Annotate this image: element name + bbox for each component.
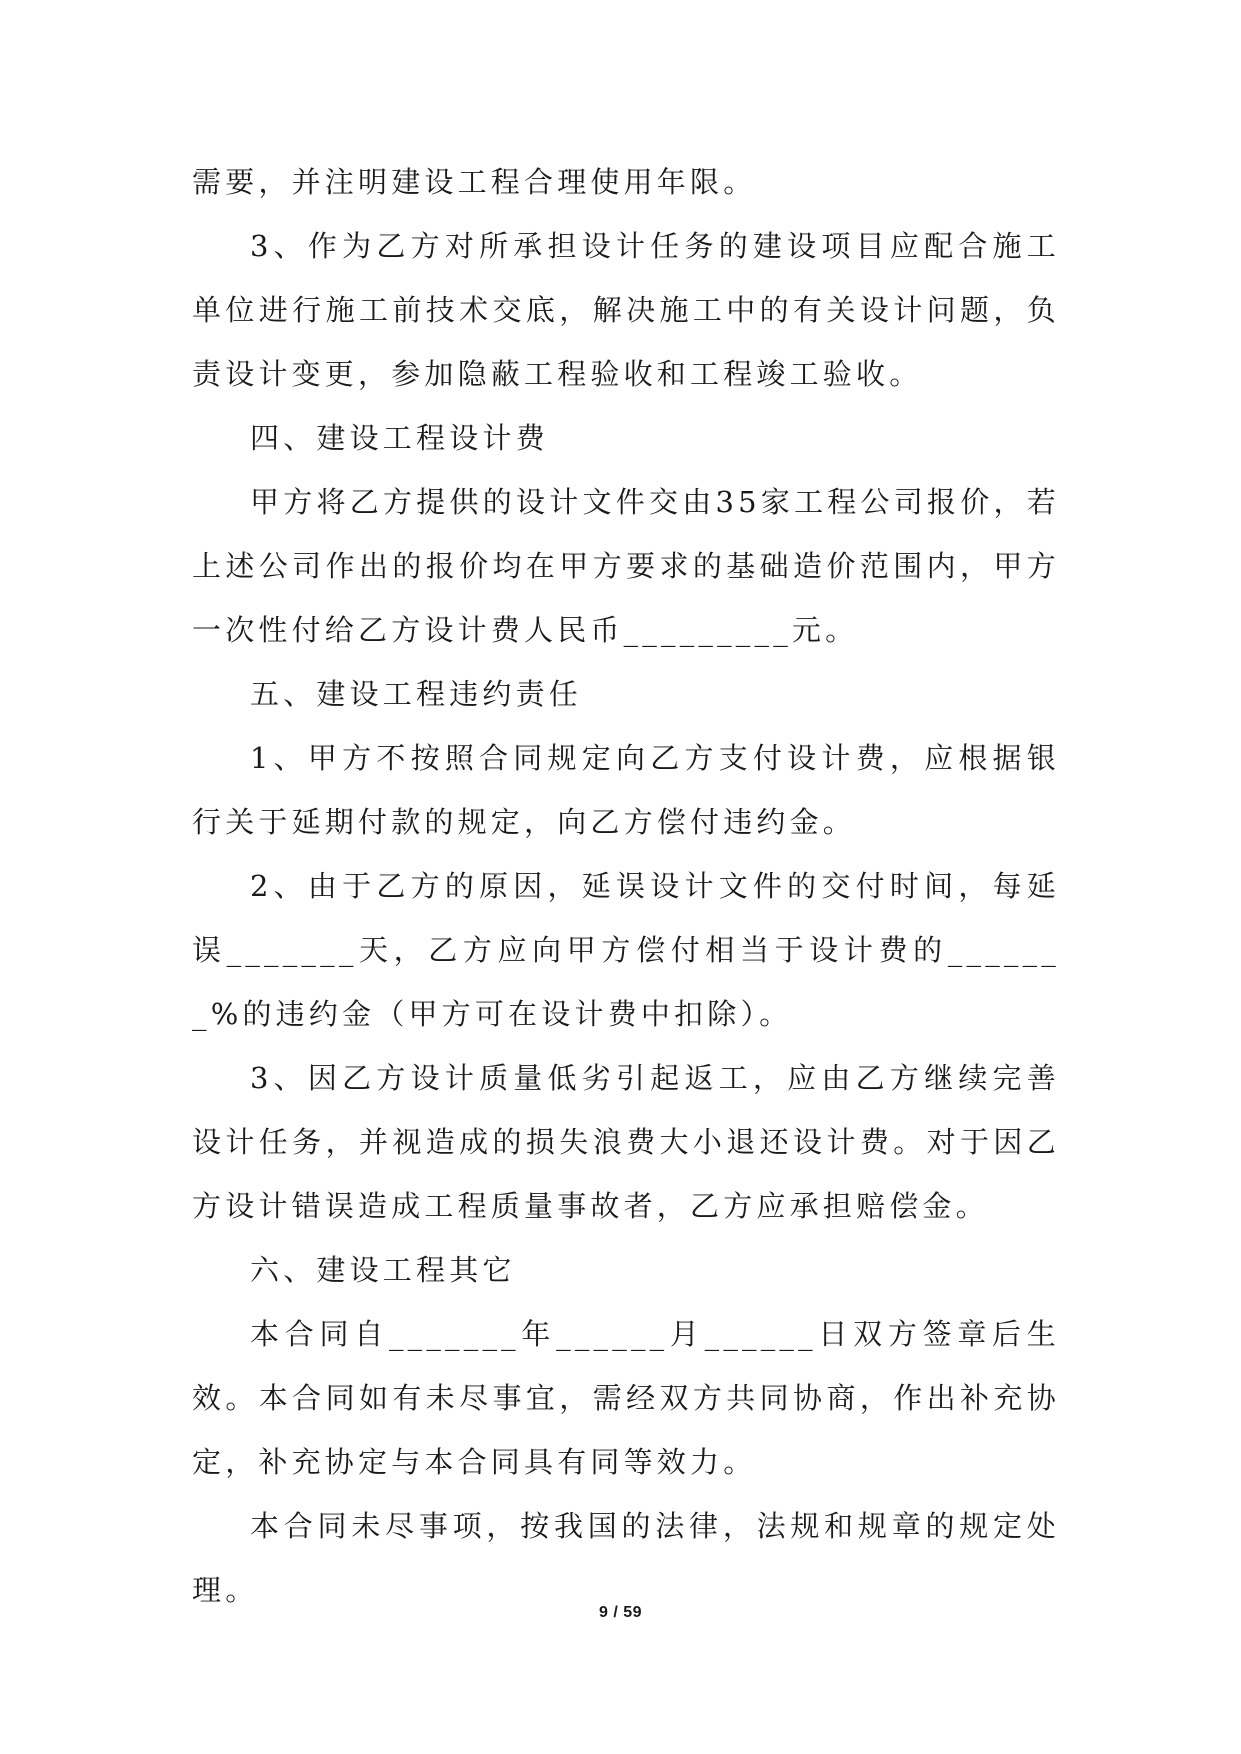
paragraph-breach-item-3: 3、因乙方设计质量低劣引起返工，应由乙方继续完善设计任务，并视造成的损失浪费大小退还设计费。对于因乙方设计错误造成工程质量事故者，乙方应承担赔偿金。 <box>192 1061 1060 1223</box>
paragraph-breach-item-1: 1、甲方不按照合同规定向乙方支付设计费，应根据银行关于延期付款的规定，向乙方偿付违约金。 <box>192 741 1060 839</box>
paragraph-applicable-law: 本合同未尽事项，按我国的法律，法规和规章的规定处理。 <box>192 1509 1060 1607</box>
paragraph-effective-date: 本合同自_______年______月______日双方签章后生效。本合同如有未尽事宜，需经双方共同协商，作出补充协定，补充协定与本合同具有同等效力。 <box>192 1317 1060 1479</box>
section-heading-design-fee: 四、建设工程设计费 <box>250 421 549 455</box>
paragraph-continuation: 需要，并注明建设工程合理使用年限。 <box>192 165 757 199</box>
document-body <box>192 150 1060 1622</box>
paragraph-design-cooperation: 3、作为乙方对所承担设计任务的建设项目应配合施工单位进行施工前技术交底，解决施工中的有关设计问题，负责设计变更，参加隐蔽工程验收和工程竣工验收。 <box>192 229 1060 391</box>
page-number: 9 / 59 <box>598 1604 643 1621</box>
paragraph-breach-item-2: 2、由于乙方的原因，延误设计文件的交付时间，每延误_______天，乙方应向甲方偿付相当于设计费的_______%的违约金（甲方可在设计费中扣除）。 <box>192 869 1060 1031</box>
section-heading-other: 六、建设工程其它 <box>250 1253 516 1287</box>
section-heading-breach-liability: 五、建设工程违约责任 <box>250 677 583 711</box>
paragraph-design-fee: 甲方将乙方提供的设计文件交由35家工程公司报价，若上述公司作出的报价均在甲方要求的基础造价范围内，甲方一次性付给乙方设计费人民币_________元。 <box>192 485 1060 647</box>
